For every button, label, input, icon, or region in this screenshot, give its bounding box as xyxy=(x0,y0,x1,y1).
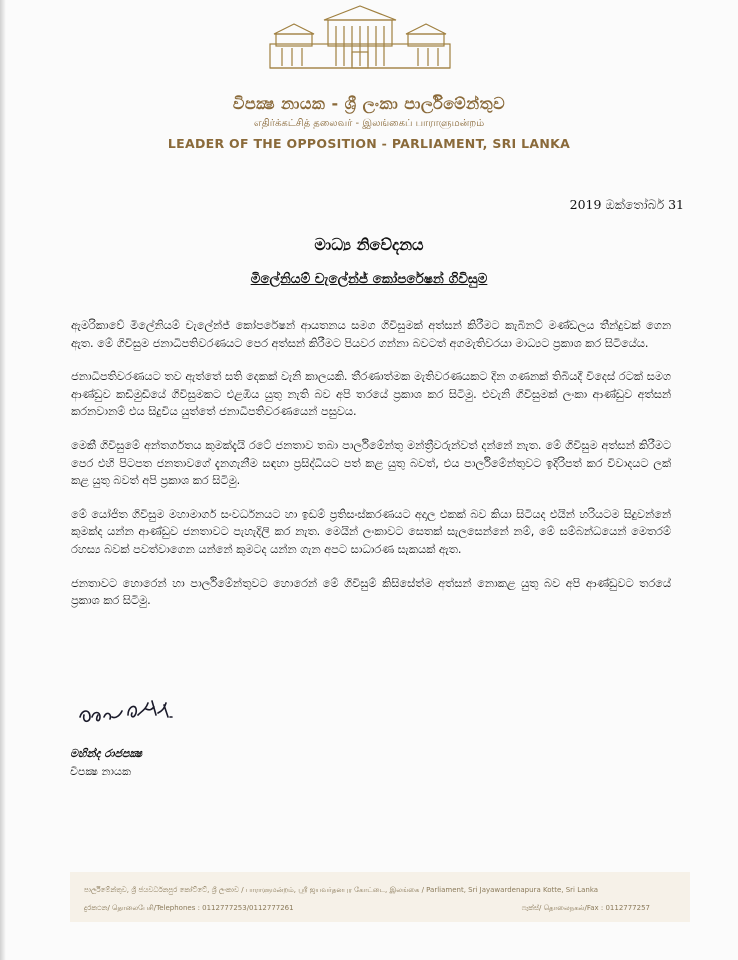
footer-fax: ෆැක්ස්/ தொலைநகல்/Fax : 0112777257 xyxy=(521,904,650,912)
body-paragraph: මේ යෝජිත ගිවිසුම මහාමාර්ග සංවර්ධනයට හා ඉඩම් ප්‍රතිසංස්කරණයට අදාල එකක් බව කියා සිටියද එයින් හරියටම සිදුවන්නේ කුමක්ද යන්න ආණ්ඩුව ජනතාවට පැහැදිලි කර නැත. මෙයින් ලංකාවට සෙතක් සැලසෙන්නේ නම්, මේ සම්බන්ධයෙන් මෙතරම් රහස්‍ය බවක් පවත්වාගෙන යන්නේ කුමටද යන්න ගැන අපට සාධාරණ සැකයක් ඇත. xyxy=(71,507,671,556)
letterhead-english: LEADER OF THE OPPOSITION - PARLIAMENT, SRI LANKA xyxy=(167,136,571,151)
letterhead-tamil: எதிர்க்கட்சித் தலைவர் - இலங்கைப் பாராளுமன்றம் xyxy=(253,118,485,129)
letter-body xyxy=(71,317,671,626)
handwritten-signature xyxy=(76,695,180,727)
body-paragraph: ඇමරිකාවේ මිලේනියම් චැලේන්ජ් කෝපරේෂන් ආයතනය සමග ගිවිසුමක් අත්සන් කිරීමට කැබිනට් මණ්ඩලය තීන්දුවක් ගෙන ඇත. මේ ගිවිසුම ජනාධිපතිවරණයට පෙර අත්සන් කිරීමට පියවර ගන්නා බවටත් අගමැතිවරයා මාධ්‍යට ප්‍රකාශ කර සිටියේය. xyxy=(71,319,671,350)
footer-address: පාර්ලිමේන්තුව, ශ්‍රී ජයවර්ධනපුර කෝට්ටේ, ශ්‍රී ලංකාව / பாராளுமன்றம், ஸ்ரீ ஜயவர்தனபுர கோட்டை, இலங்கை / Parliament, Sri Jayawardenapura Kotte, Sri Lanka xyxy=(84,886,599,894)
signatory-name: මහින්ද රාජපක්‍ෂ xyxy=(70,747,143,760)
letter-date: 2019 ඔක්තෝබර් 31 xyxy=(569,197,684,212)
letterhead-sinhala: විපක්‍ෂ නායක - ශ්‍රී ලංකා පාර්ලිමේන්තුව xyxy=(232,94,506,113)
signatory-title: විපක්‍ෂ නායක xyxy=(70,765,131,778)
press-release-subtitle xyxy=(0,271,738,287)
letter-footer xyxy=(70,872,690,922)
press-release-title: මාධ්‍ය නිවේදනය xyxy=(314,235,424,254)
body-paragraph: මෙකී ගිවිසුමේ අන්තර්ගතය කුමක්දැයි රටේ ජනතාව තබා පාර්ලිමේන්තු මන්ත්‍රීවරුන්වත් දන්නේ නැත. මේ ගිවිසුම අත්සන් කිරීමට පෙර එහි පිටපත ජනතාවගේ දැනගැනීම සඳහා ප්‍රසිද්ධියට පත් කළ යුතු බවත්, එය පාර්ලිමේන්තුවට ඉදිරිපත් කර විවාදයට ලක් කළ යුතු බවත් අපි ප්‍රකාශ කර සිටිමු. xyxy=(71,438,671,488)
footer-telephone: දුරකථන/ தொலைபேசி/Telephones : 0112777253/0112777261 xyxy=(84,904,294,912)
parliament-logo xyxy=(266,4,454,74)
subtitle-text: මිලේනියම් චැලේන්ජ් කෝපරේෂන් ගිවිසුම xyxy=(250,271,488,287)
body-paragraph: ජනාධිපතිවරණයට තව ඇත්තේ සති දෙකක් වැනි කාලයකි. තීරණාත්මක මැතිවරණයකට දින ගණනක් තිබියදී විදෙස් රටක් සමග ආණ්ඩුව කඩිමුඩියේ ගිවිසුමකට එළඹිය යුතු නැති බව අපි තරයේ ප්‍රකාශ කර සිටිමු. එවැනි ගිවිසුමක් ලංකා ආණ්ඩුව අත්සන් කරනවානම් එය සිදුවිය යුත්තේ ජනාධිපතිවරණයෙන් පසුවය. xyxy=(71,370,671,419)
body-paragraph: ජනතාවට හොරෙන් හා පාර්ලිමේන්තුවට හොරෙන් මේ ගිවිසුම් කිසිසේත්ම අත්සන් නොකළ යුතු බව අපි ආණ්ඩුවට තරයේ ප්‍රකාශ කර සිටිමු. xyxy=(71,576,671,608)
